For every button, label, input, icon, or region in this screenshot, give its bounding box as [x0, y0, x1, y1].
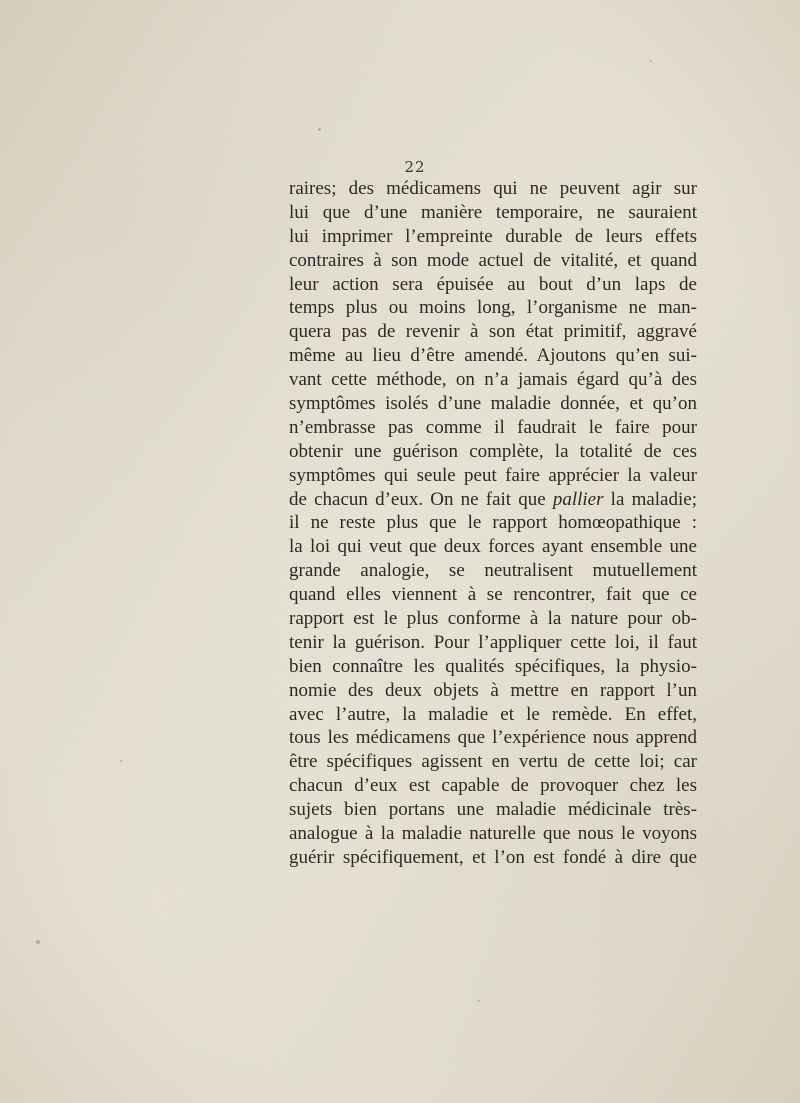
text-line: chacun d’eux est capable de provoquer chez les — [289, 775, 697, 797]
text-line: il ne reste plus que le rapport homœopathique : — [289, 512, 697, 534]
text-line: nomie des deux objets à mettre en rapport l’un — [289, 679, 697, 701]
text-line: bien connaître les qualités spécifiques, la physio- — [289, 655, 697, 677]
text-line: leur action sera épuisée au bout d’un laps de — [289, 273, 697, 295]
text-line: même au lieu d’être amendé. Ajoutons qu’en sui- — [289, 345, 697, 367]
italic-word: pallier — [552, 488, 604, 510]
text-line: temps plus ou moins long, l’organisme ne man- — [289, 297, 697, 319]
text-line: lui que d’une manière temporaire, ne sauraient — [289, 201, 697, 223]
paper-speck — [478, 1000, 480, 1002]
text-line: lui imprimer l’empreinte durable de leurs effets — [289, 225, 697, 247]
text-line: être spécifiques agissent en vertu de cette loi; car — [289, 751, 697, 773]
text-line: quand elles viennent à se rencontrer, fait que ce — [289, 584, 697, 606]
text-line: tenir la guérison. Pour l’appliquer cette loi, il faut — [289, 631, 697, 653]
text-line: tous les médicamens que l’expérience nous apprend — [289, 727, 697, 749]
text-line: obtenir une guérison complète, la totalité de ces — [289, 440, 697, 462]
text-segment: de chacun d’eux. On ne fait que — [289, 488, 553, 510]
paper-speck — [318, 128, 321, 131]
text-line: vant cette méthode, on n’a jamais égard qu’à des — [289, 369, 697, 391]
text-line: grande analogie, se neutralisent mutuellement — [289, 560, 697, 582]
text-line: sujets bien portans une maladie médicinale très- — [289, 799, 697, 821]
text-line: symptômes qui seule peut faire apprécier la valeur — [289, 464, 697, 486]
paper-speck — [120, 760, 122, 762]
paper-speck — [36, 940, 40, 944]
text-line: la loi qui veut que deux forces ayant ensemble une — [289, 536, 697, 558]
text-line: avec l’autre, la maladie et le remède. En effet, — [289, 703, 697, 725]
text-line: symptômes isolés d’une maladie donnée, et qu’on — [289, 393, 697, 415]
text-line: quera pas de revenir à son état primitif, aggravé — [289, 321, 697, 343]
page-number: 22 — [404, 158, 426, 176]
text-line: guérir spécifiquement, et l’on est fondé à dire que — [289, 846, 697, 868]
text-segment: la maladie; — [603, 488, 697, 510]
text-line: raires; des médicamens qui ne peuvent agir sur — [289, 178, 697, 199]
text-line: contraires à son mode actuel de vitalité, et quand — [289, 249, 697, 271]
text-line — [289, 488, 697, 512]
text-line: rapport est le plus conforme à la nature pour ob- — [289, 608, 697, 630]
text-line: analogue à la maladie naturelle que nous le voyons — [289, 823, 697, 845]
text-line: n’embrasse pas comme il faudrait le faire pour — [289, 416, 697, 438]
paper-speck — [650, 60, 652, 62]
body-text — [289, 177, 697, 870]
